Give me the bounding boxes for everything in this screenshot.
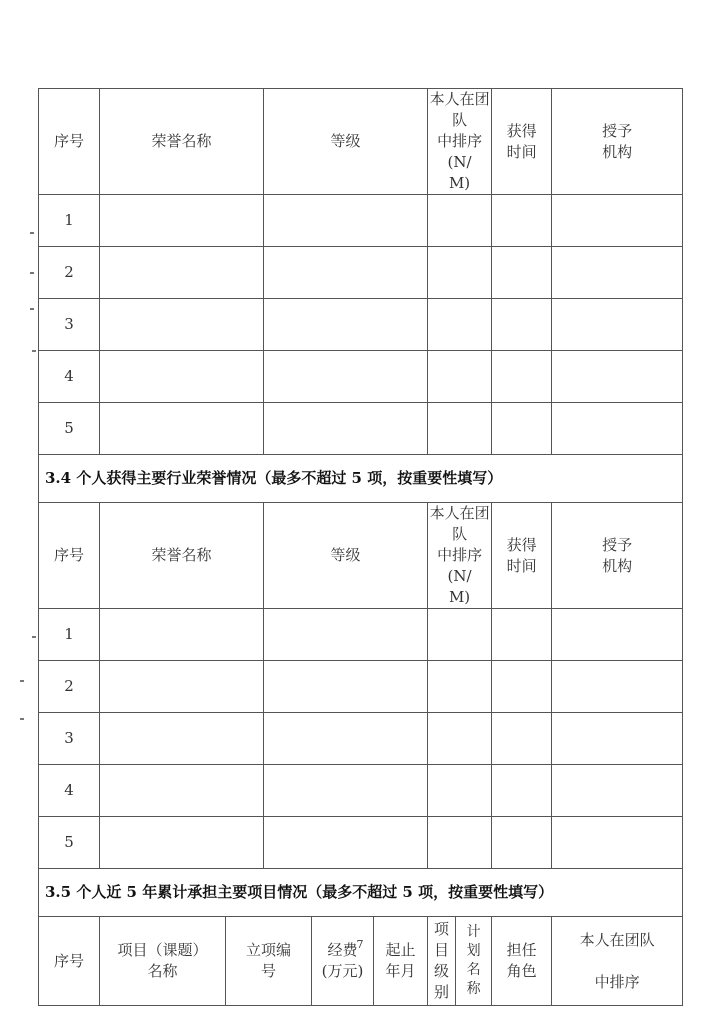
level-cell[interactable]: [264, 609, 428, 661]
header-team-rank: 本人在团队 中排序(N/ M): [428, 503, 492, 609]
honor-name-cell[interactable]: [100, 765, 264, 817]
granting-org-cell[interactable]: [552, 609, 683, 661]
obtained-time-cell[interactable]: [492, 195, 552, 247]
header-plan-name: 计 划 名 称: [456, 917, 492, 1006]
header-honor-name: 荣誉名称: [100, 89, 264, 195]
level-cell[interactable]: [264, 817, 428, 869]
team-rank-cell[interactable]: [428, 765, 492, 817]
level-cell[interactable]: [264, 765, 428, 817]
table-row: [39, 195, 683, 247]
form-sheet: [38, 88, 682, 1006]
obtained-time-cell[interactable]: [492, 817, 552, 869]
level-cell[interactable]: [264, 351, 428, 403]
row-index: 4: [39, 765, 100, 817]
row-index: 5: [39, 817, 100, 869]
row-index: 2: [39, 661, 100, 713]
row-index: 5: [39, 403, 100, 455]
honor-name-cell[interactable]: [100, 817, 264, 869]
team-rank-cell[interactable]: [428, 609, 492, 661]
obtained-time-cell[interactable]: [492, 661, 552, 713]
table-row: [39, 351, 683, 403]
section-3-4-title: 3.4 个人获得主要行业荣誉情况（最多不超过 5 项，按重要性填写）: [39, 455, 683, 503]
honor-name-cell[interactable]: [100, 351, 264, 403]
header-granting-org: 授予 机构: [552, 503, 683, 609]
granting-org-cell[interactable]: [552, 713, 683, 765]
table-row: [39, 403, 683, 455]
row-index: 2: [39, 247, 100, 299]
table-row: [39, 661, 683, 713]
row-index: 1: [39, 195, 100, 247]
level-cell[interactable]: [264, 299, 428, 351]
team-rank-cell[interactable]: [428, 299, 492, 351]
honor-name-cell[interactable]: [100, 713, 264, 765]
header-granting-org: 授予 机构: [552, 89, 683, 195]
header-team-rank: 本人在团队 中排序: [552, 917, 683, 1006]
team-rank-cell[interactable]: [428, 195, 492, 247]
form-table: [38, 88, 683, 1006]
header-level: 等级: [264, 89, 428, 195]
granting-org-cell[interactable]: [552, 351, 683, 403]
level-cell[interactable]: [264, 713, 428, 765]
team-rank-cell[interactable]: [428, 713, 492, 765]
granting-org-cell[interactable]: [552, 817, 683, 869]
industry-honor-table-header: [39, 503, 683, 609]
granting-org-cell[interactable]: [552, 247, 683, 299]
honor-name-cell[interactable]: [100, 247, 264, 299]
row-index: 1: [39, 609, 100, 661]
team-rank-cell[interactable]: [428, 403, 492, 455]
obtained-time-cell[interactable]: [492, 765, 552, 817]
obtained-time-cell[interactable]: [492, 609, 552, 661]
header-index: 序号: [39, 89, 100, 195]
obtained-time-cell[interactable]: [492, 247, 552, 299]
level-cell[interactable]: [264, 661, 428, 713]
granting-org-cell[interactable]: [552, 403, 683, 455]
team-rank-cell[interactable]: [428, 247, 492, 299]
honor-name-cell[interactable]: [100, 299, 264, 351]
honor-table-header: [39, 89, 683, 195]
page-number: 7: [356, 938, 364, 951]
header-start-end-date: 起止 年月: [374, 917, 428, 1006]
header-team-rank: 本人在团队 中排序(N/ M): [428, 89, 492, 195]
obtained-time-cell[interactable]: [492, 403, 552, 455]
header-role: 担任 角色: [492, 917, 552, 1006]
project-table-header: [39, 917, 683, 1006]
granting-org-cell[interactable]: [552, 661, 683, 713]
header-index: 序号: [39, 917, 100, 1006]
section-heading-row: [39, 455, 683, 503]
section-3-5-title: 3.5 个人近 5 年累计承担主要项目情况（最多不超过 5 项，按重要性填写）: [39, 869, 683, 917]
row-index: 3: [39, 299, 100, 351]
header-project-number: 立项编 号: [226, 917, 312, 1006]
row-index: 3: [39, 713, 100, 765]
header-obtained-time: 获得 时间: [492, 503, 552, 609]
honor-name-cell[interactable]: [100, 661, 264, 713]
honor-name-cell[interactable]: [100, 403, 264, 455]
obtained-time-cell[interactable]: [492, 299, 552, 351]
row-index: 4: [39, 351, 100, 403]
header-project-name: 项目（课题） 名称: [100, 917, 226, 1006]
header-honor-name: 荣誉名称: [100, 503, 264, 609]
table-row: [39, 609, 683, 661]
header-funding: 经费 (万元): [312, 917, 374, 1006]
table-row: [39, 713, 683, 765]
header-level: 等级: [264, 503, 428, 609]
table-row: [39, 765, 683, 817]
table-row: [39, 247, 683, 299]
table-row: [39, 817, 683, 869]
table-row: [39, 299, 683, 351]
header-project-level: 项目 级别: [428, 917, 456, 1006]
team-rank-cell[interactable]: [428, 817, 492, 869]
level-cell[interactable]: [264, 195, 428, 247]
level-cell[interactable]: [264, 403, 428, 455]
granting-org-cell[interactable]: [552, 195, 683, 247]
honor-name-cell[interactable]: [100, 195, 264, 247]
honor-name-cell[interactable]: [100, 609, 264, 661]
header-obtained-time: 获得 时间: [492, 89, 552, 195]
team-rank-cell[interactable]: [428, 661, 492, 713]
team-rank-cell[interactable]: [428, 351, 492, 403]
obtained-time-cell[interactable]: [492, 351, 552, 403]
section-heading-row: [39, 869, 683, 917]
level-cell[interactable]: [264, 247, 428, 299]
obtained-time-cell[interactable]: [492, 713, 552, 765]
granting-org-cell[interactable]: [552, 765, 683, 817]
granting-org-cell[interactable]: [552, 299, 683, 351]
header-index: 序号: [39, 503, 100, 609]
